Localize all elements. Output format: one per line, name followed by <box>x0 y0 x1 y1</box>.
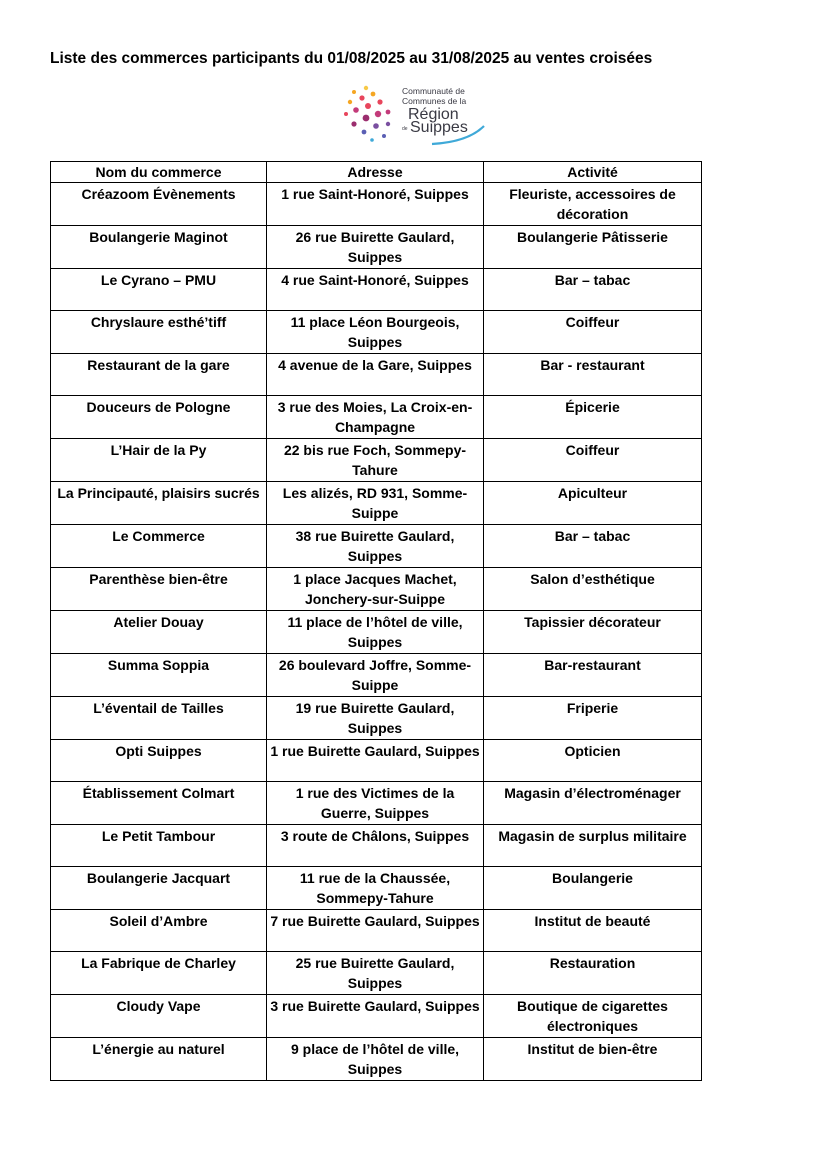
cell-name: Boulangerie Jacquart <box>51 867 267 910</box>
logo-line-1: Communauté de <box>402 86 465 96</box>
logo-swoosh-icon <box>340 82 490 148</box>
cell-activity: Opticien <box>484 740 702 782</box>
table-header-row <box>51 162 702 183</box>
cell-name: Chryslaure esthé’tiff <box>51 311 267 354</box>
cell-name: L’Hair de la Py <box>51 439 267 482</box>
table-row <box>51 825 702 867</box>
cell-address: 11 place de l’hôtel de ville, Suippes <box>267 611 484 654</box>
cell-activity: Coiffeur <box>484 439 702 482</box>
table-row <box>51 396 702 439</box>
table-row <box>51 654 702 697</box>
cell-address: 26 rue Buirette Gaulard, Suippes <box>267 226 484 269</box>
table-row <box>51 482 702 525</box>
logo-line-4-prefix: de <box>402 126 408 132</box>
cell-address: 38 rue Buirette Gaulard, Suippes <box>267 525 484 568</box>
cell-name: L’éventail de Tailles <box>51 697 267 740</box>
table-row <box>51 311 702 354</box>
cell-activity: Bar – tabac <box>484 525 702 568</box>
cell-address: 7 rue Buirette Gaulard, Suippes <box>267 910 484 952</box>
table-row <box>51 1038 702 1081</box>
table-row <box>51 183 702 226</box>
cell-activity: Bar-restaurant <box>484 654 702 697</box>
header-activity: Activité <box>484 162 702 183</box>
cell-activity: Coiffeur <box>484 311 702 354</box>
table-row <box>51 525 702 568</box>
cell-activity: Fleuriste, accessoires de décoration <box>484 183 702 226</box>
cell-activity: Tapissier décorateur <box>484 611 702 654</box>
cell-name: Le Commerce <box>51 525 267 568</box>
cell-name: La Principauté, plaisirs sucrés <box>51 482 267 525</box>
table-row <box>51 995 702 1038</box>
cell-activity: Salon d’esthétique <box>484 568 702 611</box>
table-row <box>51 354 702 396</box>
cell-address: 4 rue Saint-Honoré, Suippes <box>267 269 484 311</box>
cell-address: 3 route de Châlons, Suippes <box>267 825 484 867</box>
logo-line-2: Communes de la <box>402 96 467 106</box>
cell-address: 1 rue Saint-Honoré, Suippes <box>267 183 484 226</box>
cell-activity: Institut de bien-être <box>484 1038 702 1081</box>
cell-name: Restaurant de la gare <box>51 354 267 396</box>
cell-name: Parenthèse bien-être <box>51 568 267 611</box>
cell-address: 25 rue Buirette Gaulard, Suippes <box>267 952 484 995</box>
cell-address: 1 rue Buirette Gaulard, Suippes <box>267 740 484 782</box>
header-name: Nom du commerce <box>51 162 267 183</box>
cell-address: 19 rue Buirette Gaulard, Suippes <box>267 697 484 740</box>
table-row <box>51 611 702 654</box>
cell-address: 1 rue des Victimes de la Guerre, Suippes <box>267 782 484 825</box>
cell-address: 3 rue des Moies, La Croix-en-Champagne <box>267 396 484 439</box>
cell-activity: Boutique de cigarettes électroniques <box>484 995 702 1038</box>
cell-address: 22 bis rue Foch, Sommepy-Tahure <box>267 439 484 482</box>
commerces-table <box>50 161 702 1081</box>
cell-activity: Magasin d’électroménager <box>484 782 702 825</box>
cell-address: 26 boulevard Joffre, Somme-Suippe <box>267 654 484 697</box>
table-row <box>51 697 702 740</box>
cell-address: Les alizés, RD 931, Somme-Suippe <box>267 482 484 525</box>
cell-name: Le Petit Tambour <box>51 825 267 867</box>
table-row <box>51 439 702 482</box>
cell-name: Établissement Colmart <box>51 782 267 825</box>
cell-address: 1 place Jacques Machet, Jonchery-sur-Suippe <box>267 568 484 611</box>
table-row <box>51 910 702 952</box>
cell-name: Créazoom Évènements <box>51 183 267 226</box>
page-title: Liste des commerces participants du 01/08/2025 au 31/08/2025 au ventes croisées <box>50 50 653 67</box>
cell-activity: Boulangerie Pâtisserie <box>484 226 702 269</box>
cell-address: 9 place de l’hôtel de ville, Suippes <box>267 1038 484 1081</box>
cell-address: 11 place Léon Bourgeois, Suippes <box>267 311 484 354</box>
table-row <box>51 269 702 311</box>
table-row <box>51 740 702 782</box>
cell-activity: Boulangerie <box>484 867 702 910</box>
cell-name: Summa Soppia <box>51 654 267 697</box>
cell-activity: Bar - restaurant <box>484 354 702 396</box>
cell-name: Le Cyrano – PMU <box>51 269 267 311</box>
cell-address: 11 rue de la Chaussée, Sommepy-Tahure <box>267 867 484 910</box>
table-row <box>51 568 702 611</box>
cell-name: Boulangerie Maginot <box>51 226 267 269</box>
table-row <box>51 782 702 825</box>
cell-name: La Fabrique de Charley <box>51 952 267 995</box>
cell-activity: Bar – tabac <box>484 269 702 311</box>
cell-name: Soleil d’Ambre <box>51 910 267 952</box>
cell-activity: Épicerie <box>484 396 702 439</box>
cell-activity: Restauration <box>484 952 702 995</box>
cell-activity: Friperie <box>484 697 702 740</box>
table-row <box>51 867 702 910</box>
cell-name: Atelier Douay <box>51 611 267 654</box>
cell-name: Opti Suippes <box>51 740 267 782</box>
table-row <box>51 226 702 269</box>
cell-name: L’énergie au naturel <box>51 1038 267 1081</box>
header-address: Adresse <box>267 162 484 183</box>
logo-line-3: Région <box>408 106 459 123</box>
table-row <box>51 952 702 995</box>
cell-address: 3 rue Buirette Gaulard, Suippes <box>267 995 484 1038</box>
cell-address: 4 avenue de la Gare, Suippes <box>267 354 484 396</box>
logo-line-4: Suippes <box>410 119 468 136</box>
region-suippes-logo <box>340 82 490 148</box>
cell-activity: Apiculteur <box>484 482 702 525</box>
cell-activity: Magasin de surplus militaire <box>484 825 702 867</box>
cell-activity: Institut de beauté <box>484 910 702 952</box>
cell-name: Douceurs de Pologne <box>51 396 267 439</box>
cell-name: Cloudy Vape <box>51 995 267 1038</box>
